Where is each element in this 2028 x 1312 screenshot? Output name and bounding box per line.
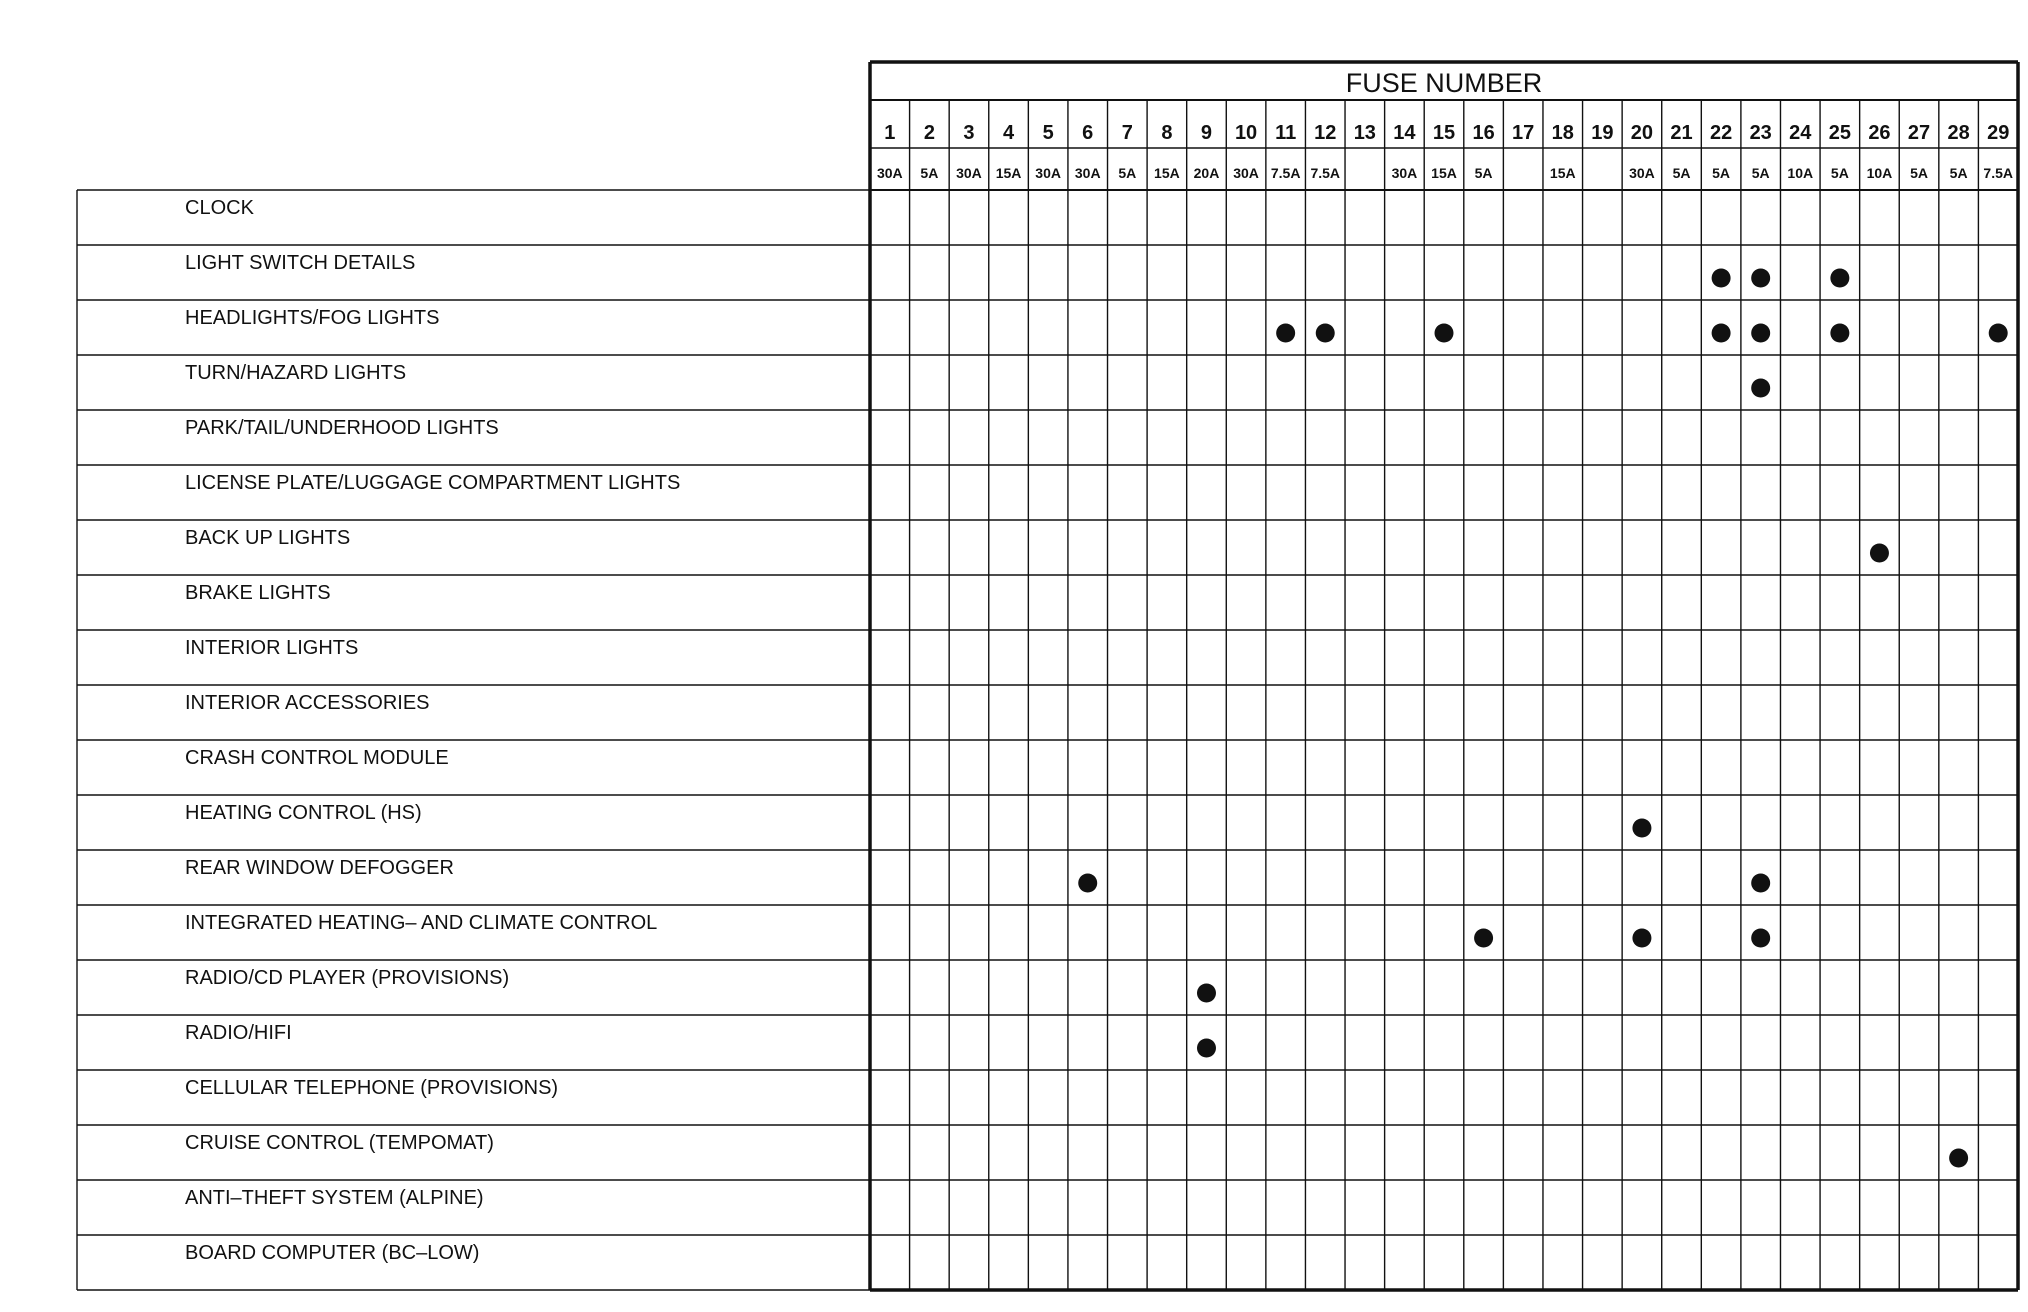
fuse-usage-dot bbox=[1435, 324, 1454, 343]
fuse-number-label: 24 bbox=[1789, 122, 1812, 144]
fuse-number-title: FUSE NUMBER bbox=[1345, 68, 1543, 98]
fuse-number-label: 28 bbox=[1947, 122, 1970, 144]
fuse-number-label: 20 bbox=[1630, 122, 1654, 144]
fuse-rating-label: 30A bbox=[956, 165, 982, 181]
circuit-label: INTERIOR ACCESSORIES bbox=[185, 692, 430, 714]
fuse-rating-label: 5A bbox=[920, 165, 939, 181]
circuit-label: PARK/TAIL/UNDERHOOD LIGHTS bbox=[185, 417, 499, 439]
fuse-number-label: 11 bbox=[1275, 122, 1297, 144]
fuse-rating-label: 30A bbox=[1074, 165, 1101, 181]
circuit-label: TURN/HAZARD LIGHTS bbox=[185, 362, 407, 384]
fuse-number-label: 14 bbox=[1393, 122, 1416, 144]
fuse-number-label: 27 bbox=[1907, 122, 1931, 144]
fuse-usage-dot bbox=[1474, 929, 1493, 948]
fuse-usage-dot bbox=[1632, 929, 1651, 948]
fuse-headers bbox=[877, 122, 2013, 181]
fuse-rating-label: 15A bbox=[995, 165, 1022, 181]
fuse-rating-label: 5A bbox=[1751, 165, 1770, 181]
fuse-number-label: 13 bbox=[1353, 122, 1376, 144]
circuit-label: REAR WINDOW DEFOGGER bbox=[185, 857, 454, 879]
fuse-number-label: 22 bbox=[1709, 122, 1733, 144]
circuit-label: BACK UP LIGHTS bbox=[185, 527, 351, 549]
fuse-usage-dot bbox=[1751, 379, 1770, 398]
fuse-rating-label: 30A bbox=[1233, 165, 1259, 181]
fuse-usage-dot bbox=[1712, 269, 1731, 288]
fuse-usage-dot bbox=[1712, 324, 1731, 343]
fuse-number-label: 4 bbox=[1002, 122, 1015, 144]
circuit-label: RADIO/CD PLAYER (PROVISIONS) bbox=[185, 967, 510, 989]
fuse-usage-dot bbox=[1316, 324, 1335, 343]
circuit-label: CRUISE CONTROL (TEMPOMAT) bbox=[185, 1132, 494, 1154]
fuse-rating-label: 7.5A bbox=[1270, 165, 1301, 181]
fuse-usage-dot bbox=[1989, 324, 2008, 343]
circuit-label: RADIO/HIFI bbox=[185, 1022, 292, 1044]
fuse-rating-label: 7.5A bbox=[1983, 165, 2013, 181]
fuse-usage-dot bbox=[1197, 984, 1216, 1003]
fuse-number-label: 1 bbox=[884, 122, 896, 144]
fuse-usage-dot bbox=[1830, 324, 1849, 343]
circuit-label: INTERIOR LIGHTS bbox=[185, 637, 359, 659]
circuit-label: BRAKE LIGHTS bbox=[185, 582, 331, 604]
fuse-rating-label: 10A bbox=[1866, 165, 1893, 181]
circuit-label: HEADLIGHTS/FOG LIGHTS bbox=[185, 307, 440, 329]
fuse-rating-label: 30A bbox=[1035, 165, 1061, 181]
fuse-number-label: 16 bbox=[1472, 122, 1495, 144]
circuit-label: BOARD COMPUTER (BC–LOW) bbox=[185, 1242, 480, 1264]
fuse-rating-label: 30A bbox=[876, 165, 903, 181]
fuse-rating-label: 15A bbox=[1549, 165, 1576, 181]
circuit-labels bbox=[185, 197, 680, 1264]
fuse-number-label: 21 bbox=[1670, 122, 1693, 144]
fuse-usage-dot bbox=[1078, 874, 1097, 893]
fuse-number-label: 7 bbox=[1121, 122, 1133, 144]
fuse-number-label: 23 bbox=[1749, 122, 1772, 144]
fuse-number-label: 17 bbox=[1512, 122, 1535, 144]
fuse-rating-label: 5A bbox=[1118, 165, 1137, 181]
grid-lines bbox=[77, 62, 2018, 1290]
fuse-number-label: 18 bbox=[1551, 122, 1574, 144]
fuse-number-label: 15 bbox=[1432, 122, 1456, 144]
fuse-usage-dot bbox=[1751, 324, 1770, 343]
circuit-label: LICENSE PLATE/LUGGAGE COMPARTMENT LIGHTS bbox=[185, 472, 681, 494]
fuse-usage-dot bbox=[1276, 324, 1295, 343]
fuse-usage-dot bbox=[1632, 819, 1651, 838]
fuse-number-label: 5 bbox=[1042, 122, 1054, 144]
fuse-rating-label: 5A bbox=[1830, 165, 1849, 181]
fuse-number-label: 25 bbox=[1828, 122, 1851, 144]
fuse-usage-dot bbox=[1197, 1039, 1216, 1058]
circuit-label: ANTI–THEFT SYSTEM (ALPINE) bbox=[185, 1187, 484, 1209]
circuit-label: CRASH CONTROL MODULE bbox=[185, 747, 449, 769]
fuse-usage-dot bbox=[1949, 1149, 1968, 1168]
fuse-usage-dot bbox=[1870, 544, 1889, 563]
fuse-usage-dot bbox=[1830, 269, 1849, 288]
circuit-label: LIGHT SWITCH DETAILS bbox=[185, 252, 416, 274]
fuse-number-label: 12 bbox=[1314, 122, 1337, 144]
fuse-rating-label: 15A bbox=[1431, 165, 1457, 181]
circuit-label: CELLULAR TELEPHONE (PROVISIONS) bbox=[185, 1077, 559, 1099]
fuse-rating-label: 5A bbox=[1474, 165, 1493, 181]
fuse-usage-dot bbox=[1751, 269, 1770, 288]
fuse-rating-label: 5A bbox=[1672, 165, 1691, 181]
fuse-rating-label: 30A bbox=[1391, 165, 1418, 181]
fuse-usage-dot bbox=[1751, 929, 1770, 948]
fuse-rating-label: 30A bbox=[1629, 165, 1655, 181]
fuse-number-label: 8 bbox=[1161, 122, 1173, 144]
fuse-rating-label: 10A bbox=[1787, 165, 1814, 181]
circuit-label: CLOCK bbox=[185, 197, 254, 219]
fuse-number-label: 10 bbox=[1234, 122, 1258, 144]
fuse-number-label: 3 bbox=[963, 122, 975, 144]
fuse-rating-label: 7.5A bbox=[1310, 165, 1341, 181]
circuit-label: HEATING CONTROL (HS) bbox=[185, 802, 422, 824]
fuse-rating-label: 5A bbox=[1910, 165, 1928, 181]
fuse-rating-label: 5A bbox=[1712, 165, 1731, 181]
fuse-usage-dot bbox=[1751, 874, 1770, 893]
fuse-rating-label: 5A bbox=[1949, 165, 1968, 181]
fuse-number-label: 6 bbox=[1082, 122, 1094, 144]
fuse-number-label: 19 bbox=[1591, 122, 1614, 144]
fuse-rating-label: 20A bbox=[1193, 165, 1220, 181]
fuse-rating-label: 15A bbox=[1154, 165, 1180, 181]
fuse-number-label: 9 bbox=[1200, 122, 1213, 144]
circuit-label: INTEGRATED HEATING– AND CLIMATE CONTROL bbox=[185, 912, 658, 934]
fuse-number-label: 29 bbox=[1987, 122, 2010, 144]
fuse-number-label: 2 bbox=[923, 122, 935, 144]
fuse-number-label: 26 bbox=[1868, 122, 1891, 144]
